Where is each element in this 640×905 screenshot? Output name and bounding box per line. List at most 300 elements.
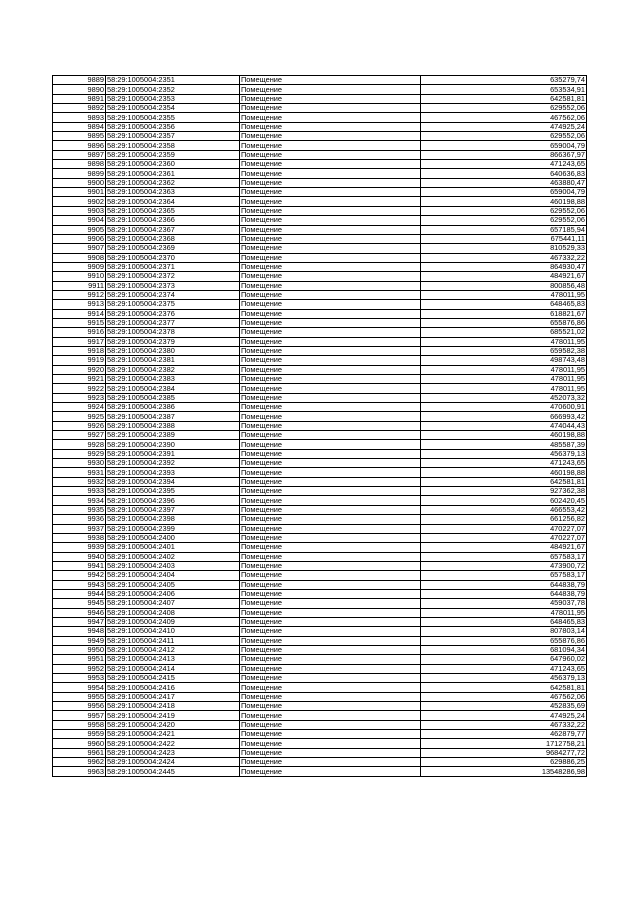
cadastral-value-cell: 642581,81 <box>421 94 587 103</box>
cadastral-value-cell: 653534,91 <box>421 85 587 94</box>
object-type-cell: Помещение <box>240 608 421 617</box>
object-type-cell: Помещение <box>240 300 421 309</box>
object-type-cell: Помещение <box>240 412 421 421</box>
table-row <box>53 178 587 187</box>
cadastral-number-cell: 58:29:1005004:2377 <box>106 318 240 327</box>
cadastral-value-cell: 470227,07 <box>421 524 587 533</box>
table-row <box>53 328 587 337</box>
row-number-cell: 9940 <box>53 552 106 561</box>
cadastral-number-cell: 58:29:1005004:2379 <box>106 337 240 346</box>
cadastral-number-cell: 58:29:1005004:2369 <box>106 244 240 253</box>
row-number-cell: 9962 <box>53 758 106 767</box>
table-row <box>53 664 587 673</box>
table-row <box>53 683 587 692</box>
cadastral-value-cell: 498743,48 <box>421 356 587 365</box>
row-number-cell: 9895 <box>53 132 106 141</box>
cadastral-value-cell: 675441,11 <box>421 234 587 243</box>
cadastral-number-cell: 58:29:1005004:2389 <box>106 431 240 440</box>
object-type-cell: Помещение <box>240 94 421 103</box>
cadastral-value-cell: 478011,95 <box>421 375 587 384</box>
object-type-cell: Помещение <box>240 309 421 318</box>
table-row <box>53 636 587 645</box>
cadastral-number-cell: 58:29:1005004:2402 <box>106 552 240 561</box>
table-row <box>53 104 587 113</box>
table-row <box>53 160 587 169</box>
table-row <box>53 85 587 94</box>
cadastral-number-cell: 58:29:1005004:2370 <box>106 253 240 262</box>
object-type-cell: Помещение <box>240 552 421 561</box>
cadastral-number-cell: 58:29:1005004:2408 <box>106 608 240 617</box>
cadastral-value-cell: 456379,13 <box>421 674 587 683</box>
object-type-cell: Помещение <box>240 150 421 159</box>
cadastral-number-cell: 58:29:1005004:2357 <box>106 132 240 141</box>
table-row <box>53 225 587 234</box>
object-type-cell: Помещение <box>240 234 421 243</box>
object-type-cell: Помещение <box>240 216 421 225</box>
table-row <box>53 337 587 346</box>
table-row <box>53 421 587 430</box>
row-number-cell: 9909 <box>53 262 106 271</box>
row-number-cell: 9958 <box>53 720 106 729</box>
cadastral-value-cell: 864930,47 <box>421 262 587 271</box>
table-row <box>53 468 587 477</box>
table-row <box>53 561 587 570</box>
object-type-cell: Помещение <box>240 253 421 262</box>
object-type-cell: Помещение <box>240 533 421 542</box>
table-row <box>53 580 587 589</box>
object-type-cell: Помещение <box>240 515 421 524</box>
cadastral-value-cell: 685521,02 <box>421 328 587 337</box>
cadastral-value-cell: 478011,95 <box>421 365 587 374</box>
row-number-cell: 9910 <box>53 272 106 281</box>
cadastral-number-cell: 58:29:1005004:2424 <box>106 758 240 767</box>
cadastral-value-cell: 618821,67 <box>421 309 587 318</box>
object-type-cell: Помещение <box>240 580 421 589</box>
cadastral-value-cell: 459037,78 <box>421 599 587 608</box>
row-number-cell: 9943 <box>53 580 106 589</box>
cadastral-value-cell: 810529,33 <box>421 244 587 253</box>
cadastral-number-cell: 58:29:1005004:2373 <box>106 281 240 290</box>
row-number-cell: 9959 <box>53 730 106 739</box>
object-type-cell: Помещение <box>240 281 421 290</box>
object-type-cell: Помещение <box>240 104 421 113</box>
object-type-cell: Помещение <box>240 262 421 271</box>
cadastral-value-cell: 471243,65 <box>421 160 587 169</box>
row-number-cell: 9956 <box>53 702 106 711</box>
cadastral-value-cell: 467332,22 <box>421 720 587 729</box>
object-type-cell: Помещение <box>240 627 421 636</box>
object-type-cell: Помещение <box>240 645 421 654</box>
cadastral-number-cell: 58:29:1005004:2362 <box>106 178 240 187</box>
cadastral-value-cell: 473900,72 <box>421 561 587 570</box>
cadastral-value-cell: 629552,06 <box>421 132 587 141</box>
cadastral-value-cell: 478011,95 <box>421 384 587 393</box>
object-type-cell: Помещение <box>240 692 421 701</box>
row-number-cell: 9937 <box>53 524 106 533</box>
table-row <box>53 449 587 458</box>
cadastral-value-cell: 657185,94 <box>421 225 587 234</box>
cadastral-number-cell: 58:29:1005004:2390 <box>106 440 240 449</box>
cadastral-number-cell: 58:29:1005004:2411 <box>106 636 240 645</box>
property-table <box>52 75 587 777</box>
table-row <box>53 599 587 608</box>
row-number-cell: 9904 <box>53 216 106 225</box>
table-row <box>53 188 587 197</box>
row-number-cell: 9889 <box>53 76 106 85</box>
cadastral-number-cell: 58:29:1005004:2405 <box>106 580 240 589</box>
cadastral-value-cell: 467562,06 <box>421 113 587 122</box>
row-number-cell: 9900 <box>53 178 106 187</box>
row-number-cell: 9908 <box>53 253 106 262</box>
row-number-cell: 9941 <box>53 561 106 570</box>
cadastral-number-cell: 58:29:1005004:2365 <box>106 206 240 215</box>
cadastral-number-cell: 58:29:1005004:2386 <box>106 403 240 412</box>
row-number-cell: 9944 <box>53 589 106 598</box>
object-type-cell: Помещение <box>240 524 421 533</box>
object-type-cell: Помещение <box>240 122 421 131</box>
cadastral-value-cell: 478011,95 <box>421 337 587 346</box>
object-type-cell: Помещение <box>240 328 421 337</box>
row-number-cell: 9912 <box>53 290 106 299</box>
object-type-cell: Помещение <box>240 449 421 458</box>
cadastral-number-cell: 58:29:1005004:2367 <box>106 225 240 234</box>
cadastral-number-cell: 58:29:1005004:2378 <box>106 328 240 337</box>
row-number-cell: 9917 <box>53 337 106 346</box>
object-type-cell: Помещение <box>240 225 421 234</box>
table-row <box>53 711 587 720</box>
cadastral-value-cell: 655876,86 <box>421 636 587 645</box>
row-number-cell: 9945 <box>53 599 106 608</box>
cadastral-value-cell: 659582,38 <box>421 346 587 355</box>
row-number-cell: 9951 <box>53 655 106 664</box>
cadastral-value-cell: 629886,25 <box>421 758 587 767</box>
cadastral-number-cell: 58:29:1005004:2414 <box>106 664 240 673</box>
cadastral-number-cell: 58:29:1005004:2419 <box>106 711 240 720</box>
object-type-cell: Помещение <box>240 290 421 299</box>
object-type-cell: Помещение <box>240 375 421 384</box>
cadastral-value-cell: 642581,81 <box>421 477 587 486</box>
cadastral-value-cell: 466553,42 <box>421 505 587 514</box>
cadastral-value-cell: 478011,95 <box>421 290 587 299</box>
cadastral-number-cell: 58:29:1005004:2421 <box>106 730 240 739</box>
table-row <box>53 393 587 402</box>
table-row <box>53 758 587 767</box>
row-number-cell: 9954 <box>53 683 106 692</box>
cadastral-number-cell: 58:29:1005004:2366 <box>106 216 240 225</box>
row-number-cell: 9953 <box>53 674 106 683</box>
cadastral-number-cell: 58:29:1005004:2398 <box>106 515 240 524</box>
object-type-cell: Помещение <box>240 748 421 757</box>
table-row <box>53 375 587 384</box>
cadastral-number-cell: 58:29:1005004:2387 <box>106 412 240 421</box>
row-number-cell: 9896 <box>53 141 106 150</box>
cadastral-value-cell: 666993,42 <box>421 412 587 421</box>
cadastral-value-cell: 648465,83 <box>421 300 587 309</box>
table-row <box>53 645 587 654</box>
table-row <box>53 505 587 514</box>
cadastral-number-cell: 58:29:1005004:2403 <box>106 561 240 570</box>
cadastral-value-cell: 484921,67 <box>421 543 587 552</box>
cadastral-number-cell: 58:29:1005004:2394 <box>106 477 240 486</box>
table-row <box>53 730 587 739</box>
row-number-cell: 9902 <box>53 197 106 206</box>
table-row <box>53 94 587 103</box>
table-row <box>53 197 587 206</box>
cadastral-number-cell: 58:29:1005004:2392 <box>106 459 240 468</box>
object-type-cell: Помещение <box>240 702 421 711</box>
object-type-cell: Помещение <box>240 421 421 430</box>
cadastral-value-cell: 452835,69 <box>421 702 587 711</box>
row-number-cell: 9898 <box>53 160 106 169</box>
object-type-cell: Помещение <box>240 617 421 626</box>
cadastral-number-cell: 58:29:1005004:2407 <box>106 599 240 608</box>
row-number-cell: 9952 <box>53 664 106 673</box>
table-row <box>53 272 587 281</box>
cadastral-value-cell: 474925,24 <box>421 711 587 720</box>
row-number-cell: 9936 <box>53 515 106 524</box>
cadastral-value-cell: 460198,88 <box>421 468 587 477</box>
table-row <box>53 150 587 159</box>
object-type-cell: Помещение <box>240 206 421 215</box>
object-type-cell: Помещение <box>240 76 421 85</box>
cadastral-number-cell: 58:29:1005004:2422 <box>106 739 240 748</box>
object-type-cell: Помещение <box>240 188 421 197</box>
cadastral-value-cell: 470600,91 <box>421 403 587 412</box>
object-type-cell: Помещение <box>240 141 421 150</box>
cadastral-value-cell: 456379,13 <box>421 449 587 458</box>
object-type-cell: Помещение <box>240 403 421 412</box>
object-type-cell: Помещение <box>240 431 421 440</box>
table-row <box>53 674 587 683</box>
row-number-cell: 9924 <box>53 403 106 412</box>
cadastral-value-cell: 462879,77 <box>421 730 587 739</box>
row-number-cell: 9946 <box>53 608 106 617</box>
cadastral-number-cell: 58:29:1005004:2397 <box>106 505 240 514</box>
cadastral-value-cell: 807803,14 <box>421 627 587 636</box>
row-number-cell: 9935 <box>53 505 106 514</box>
cadastral-value-cell: 635279,74 <box>421 76 587 85</box>
cadastral-value-cell: 460198,88 <box>421 431 587 440</box>
cadastral-value-cell: 485587,39 <box>421 440 587 449</box>
table-row <box>53 543 587 552</box>
cadastral-value-cell: 463880,47 <box>421 178 587 187</box>
object-type-cell: Помещение <box>240 178 421 187</box>
cadastral-value-cell: 866367,97 <box>421 150 587 159</box>
row-number-cell: 9957 <box>53 711 106 720</box>
table-row <box>53 515 587 524</box>
cadastral-number-cell: 58:29:1005004:2388 <box>106 421 240 430</box>
cadastral-value-cell: 681094,34 <box>421 645 587 654</box>
object-type-cell: Помещение <box>240 272 421 281</box>
row-number-cell: 9934 <box>53 496 106 505</box>
table-row <box>53 216 587 225</box>
object-type-cell: Помещение <box>240 496 421 505</box>
cadastral-number-cell: 58:29:1005004:2406 <box>106 589 240 598</box>
table-row <box>53 720 587 729</box>
object-type-cell: Помещение <box>240 318 421 327</box>
cadastral-number-cell: 58:29:1005004:2353 <box>106 94 240 103</box>
object-type-cell: Помещение <box>240 160 421 169</box>
object-type-cell: Помещение <box>240 113 421 122</box>
object-type-cell: Помещение <box>240 561 421 570</box>
object-type-cell: Помещение <box>240 683 421 692</box>
cadastral-value-cell: 644838,79 <box>421 580 587 589</box>
row-number-cell: 9948 <box>53 627 106 636</box>
object-type-cell: Помещение <box>240 244 421 253</box>
object-type-cell: Помещение <box>240 571 421 580</box>
row-number-cell: 9914 <box>53 309 106 318</box>
row-number-cell: 9929 <box>53 449 106 458</box>
cadastral-number-cell: 58:29:1005004:2383 <box>106 375 240 384</box>
row-number-cell: 9913 <box>53 300 106 309</box>
row-number-cell: 9911 <box>53 281 106 290</box>
cadastral-value-cell: 640636,83 <box>421 169 587 178</box>
property-table-body <box>53 76 587 777</box>
row-number-cell: 9899 <box>53 169 106 178</box>
table-row <box>53 122 587 131</box>
object-type-cell: Помещение <box>240 132 421 141</box>
cadastral-number-cell: 58:29:1005004:2404 <box>106 571 240 580</box>
table-row <box>53 403 587 412</box>
cadastral-value-cell: 602420,45 <box>421 496 587 505</box>
table-row <box>53 571 587 580</box>
row-number-cell: 9926 <box>53 421 106 430</box>
cadastral-number-cell: 58:29:1005004:2393 <box>106 468 240 477</box>
object-type-cell: Помещение <box>240 674 421 683</box>
object-type-cell: Помещение <box>240 197 421 206</box>
object-type-cell: Помещение <box>240 487 421 496</box>
row-number-cell: 9891 <box>53 94 106 103</box>
cadastral-value-cell: 1712758,21 <box>421 739 587 748</box>
cadastral-number-cell: 58:29:1005004:2415 <box>106 674 240 683</box>
table-row <box>53 702 587 711</box>
table-row <box>53 627 587 636</box>
object-type-cell: Помещение <box>240 730 421 739</box>
cadastral-value-cell: 642581,81 <box>421 683 587 692</box>
table-row <box>53 655 587 664</box>
object-type-cell: Помещение <box>240 599 421 608</box>
cadastral-value-cell: 629552,06 <box>421 104 587 113</box>
object-type-cell: Помещение <box>240 85 421 94</box>
table-row <box>53 496 587 505</box>
row-number-cell: 9918 <box>53 346 106 355</box>
row-number-cell: 9960 <box>53 739 106 748</box>
cadastral-number-cell: 58:29:1005004:2374 <box>106 290 240 299</box>
object-type-cell: Помещение <box>240 356 421 365</box>
cadastral-number-cell: 58:29:1005004:2384 <box>106 384 240 393</box>
cadastral-number-cell: 58:29:1005004:2395 <box>106 487 240 496</box>
document-sheet <box>52 75 586 777</box>
cadastral-number-cell: 58:29:1005004:2413 <box>106 655 240 664</box>
object-type-cell: Помещение <box>240 655 421 664</box>
table-row <box>53 739 587 748</box>
row-number-cell: 9933 <box>53 487 106 496</box>
row-number-cell: 9893 <box>53 113 106 122</box>
table-row <box>53 692 587 701</box>
row-number-cell: 9915 <box>53 318 106 327</box>
cadastral-number-cell: 58:29:1005004:2401 <box>106 543 240 552</box>
table-row <box>53 533 587 542</box>
table-row <box>53 767 587 776</box>
row-number-cell: 9939 <box>53 543 106 552</box>
table-row <box>53 748 587 757</box>
cadastral-value-cell: 471243,65 <box>421 459 587 468</box>
object-type-cell: Помещение <box>240 337 421 346</box>
row-number-cell: 9961 <box>53 748 106 757</box>
cadastral-number-cell: 58:29:1005004:2360 <box>106 160 240 169</box>
object-type-cell: Помещение <box>240 505 421 514</box>
row-number-cell: 9963 <box>53 767 106 776</box>
cadastral-number-cell: 58:29:1005004:2382 <box>106 365 240 374</box>
table-row <box>53 262 587 271</box>
row-number-cell: 9930 <box>53 459 106 468</box>
row-number-cell: 9906 <box>53 234 106 243</box>
cadastral-value-cell: 644838,79 <box>421 589 587 598</box>
table-row <box>53 440 587 449</box>
object-type-cell: Помещение <box>240 384 421 393</box>
cadastral-number-cell: 58:29:1005004:2385 <box>106 393 240 402</box>
row-number-cell: 9922 <box>53 384 106 393</box>
cadastral-value-cell: 629552,06 <box>421 216 587 225</box>
cadastral-value-cell: 648465,83 <box>421 617 587 626</box>
object-type-cell: Помещение <box>240 459 421 468</box>
row-number-cell: 9925 <box>53 412 106 421</box>
table-row <box>53 113 587 122</box>
object-type-cell: Помещение <box>240 468 421 477</box>
table-row <box>53 608 587 617</box>
object-type-cell: Помещение <box>240 589 421 598</box>
table-row <box>53 412 587 421</box>
cadastral-value-cell: 629552,06 <box>421 206 587 215</box>
row-number-cell: 9942 <box>53 571 106 580</box>
cadastral-value-cell: 659004,79 <box>421 141 587 150</box>
cadastral-number-cell: 58:29:1005004:2372 <box>106 272 240 281</box>
cadastral-number-cell: 58:29:1005004:2376 <box>106 309 240 318</box>
cadastral-number-cell: 58:29:1005004:2363 <box>106 188 240 197</box>
cadastral-value-cell: 471243,65 <box>421 664 587 673</box>
object-type-cell: Помещение <box>240 440 421 449</box>
object-type-cell: Помещение <box>240 711 421 720</box>
object-type-cell: Помещение <box>240 739 421 748</box>
cadastral-value-cell: 657583,17 <box>421 571 587 580</box>
table-row <box>53 459 587 468</box>
cadastral-value-cell: 467562,06 <box>421 692 587 701</box>
cadastral-number-cell: 58:29:1005004:2416 <box>106 683 240 692</box>
cadastral-number-cell: 58:29:1005004:2368 <box>106 234 240 243</box>
cadastral-number-cell: 58:29:1005004:2351 <box>106 76 240 85</box>
object-type-cell: Помещение <box>240 365 421 374</box>
cadastral-value-cell: 655876,86 <box>421 318 587 327</box>
row-number-cell: 9949 <box>53 636 106 645</box>
cadastral-value-cell: 452073,32 <box>421 393 587 402</box>
cadastral-value-cell: 484921,67 <box>421 272 587 281</box>
row-number-cell: 9938 <box>53 533 106 542</box>
cadastral-value-cell: 927362,38 <box>421 487 587 496</box>
object-type-cell: Помещение <box>240 720 421 729</box>
table-row <box>53 234 587 243</box>
row-number-cell: 9950 <box>53 645 106 654</box>
row-number-cell: 9947 <box>53 617 106 626</box>
cadastral-value-cell: 478011,95 <box>421 608 587 617</box>
table-row <box>53 253 587 262</box>
object-type-cell: Помещение <box>240 664 421 673</box>
row-number-cell: 9903 <box>53 206 106 215</box>
cadastral-number-cell: 58:29:1005004:2412 <box>106 645 240 654</box>
row-number-cell: 9923 <box>53 393 106 402</box>
cadastral-number-cell: 58:29:1005004:2400 <box>106 533 240 542</box>
object-type-cell: Помещение <box>240 346 421 355</box>
cadastral-value-cell: 659004,79 <box>421 188 587 197</box>
